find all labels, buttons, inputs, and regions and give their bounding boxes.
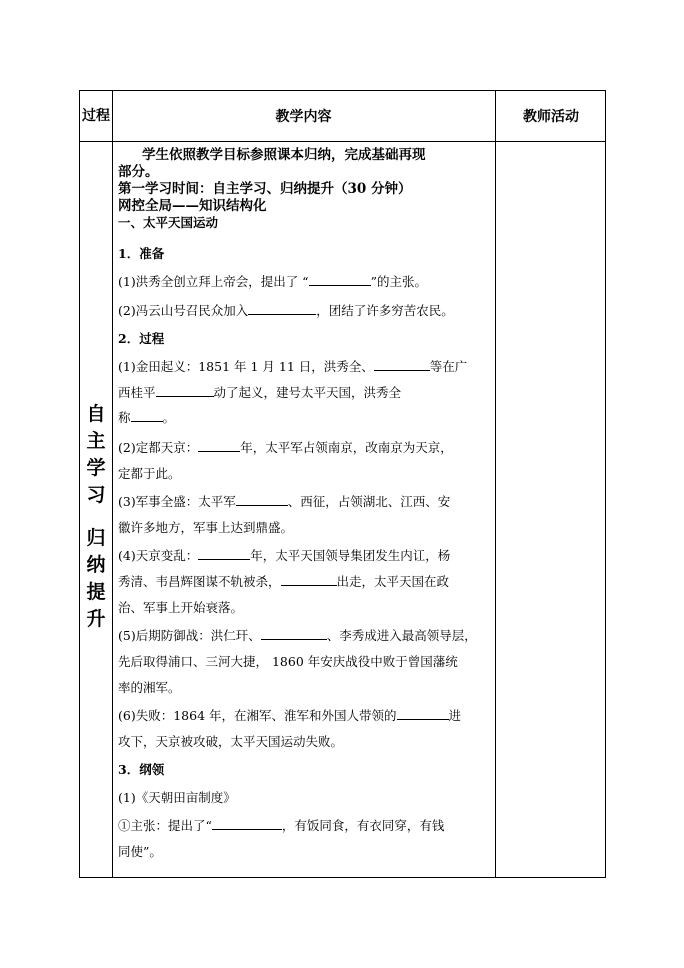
paragraph: 秀清、韦昌辉图谋不轨被杀， 出走，太平天国在政 [118,574,450,589]
paragraph: 先后取得浦口、三河大捷， 1860 年安庆战役中败于曾国藩统 [118,654,458,669]
table-divider [112,91,113,877]
fill-blank[interactable] [156,384,214,397]
side-char: 主 [86,430,106,452]
paragraph: 治、军事上开始衰落。 [118,600,244,615]
fill-blank[interactable] [248,302,316,315]
subtitle: 网控全局——知识结构化 [118,198,267,214]
side-char: 归 [86,527,106,549]
side-char: 提 [86,581,106,603]
side-char: 纳 [86,554,106,576]
side-char: 升 [86,608,106,630]
paragraph: 定都于此。 [118,466,181,481]
header-process: 过程 [82,107,110,124]
section-title: 第一学习时间：自主学习、归纳提升（30 分钟） [118,181,412,197]
header-teacher-activity: 教师活动 [523,109,579,125]
paragraph: 徽许多地方，军事上达到鼎盛。 [118,520,294,535]
paragraph: ①主张：提出了“ ，有饭同食，有衣同穿，有钱 [118,818,445,833]
side-char: 习 [86,484,106,506]
side-char: 自 [86,403,106,425]
paragraph: (2)定都天京： 年，太平军占领南京，改南京为天京， [118,440,453,455]
intro-line: 部分。 [118,164,159,180]
fill-blank[interactable] [374,358,430,371]
paragraph: (1)洪秀全创立拜上帝会，提出了 “ ”的主张。 [118,274,427,289]
paragraph: 同使”。 [118,844,162,859]
fill-blank[interactable] [212,817,282,830]
paragraph: 攻下，天京被攻破，太平天国运动失败。 [118,734,344,749]
paragraph: (5)后期防御战：洪仁玕、 、李秀成进入最高领导层， [118,628,477,643]
table-divider [495,91,496,877]
fill-blank[interactable] [131,409,163,422]
heading-program: 3．纲领 [118,762,165,777]
paragraph: 称 。 [118,410,176,425]
fill-blank[interactable] [198,547,250,560]
paragraph: (2)冯云山号召民众加入 ，团结了许多穷苦农民。 [118,303,454,318]
fill-blank[interactable] [198,439,240,452]
side-char: 学 [86,457,106,479]
paragraph: (4)天京变乱： 年，太平天国领导集团发生内讧，杨 [118,548,451,563]
intro-line: 学生依照教学目标参照课本归纳，完成基础再现 [142,147,426,163]
paragraph: (3)军事全盛：太平军 、西征，占领湖北、江西、安 [118,494,451,509]
paragraph: 率的湘军。 [118,680,181,695]
side-label [80,401,112,633]
fill-blank[interactable] [397,707,449,720]
topic-heading: 一、太平天国运动 [118,215,219,230]
paragraph: (6)失败：1864 年，在湘军、淮军和外国人带领的 进 [118,708,462,723]
heading-process: 2．过程 [118,331,165,346]
paragraph: 西桂平 动了起义，建号太平天国，洪秀全 [118,385,402,400]
fill-blank[interactable] [261,627,327,640]
fill-blank[interactable] [281,573,337,586]
paragraph: (1)金田起义：1851 年 1 月 11 日，洪秀全、 等在广 [118,359,468,374]
header-teaching-content: 教学内容 [275,109,332,125]
table-header-divider [80,141,605,142]
fill-blank[interactable] [309,273,371,286]
fill-blank[interactable] [236,493,288,506]
lesson-table [79,90,606,878]
paragraph: (1)《天朝田亩制度》 [118,790,236,805]
heading-prepare: 1．准备 [118,246,165,261]
